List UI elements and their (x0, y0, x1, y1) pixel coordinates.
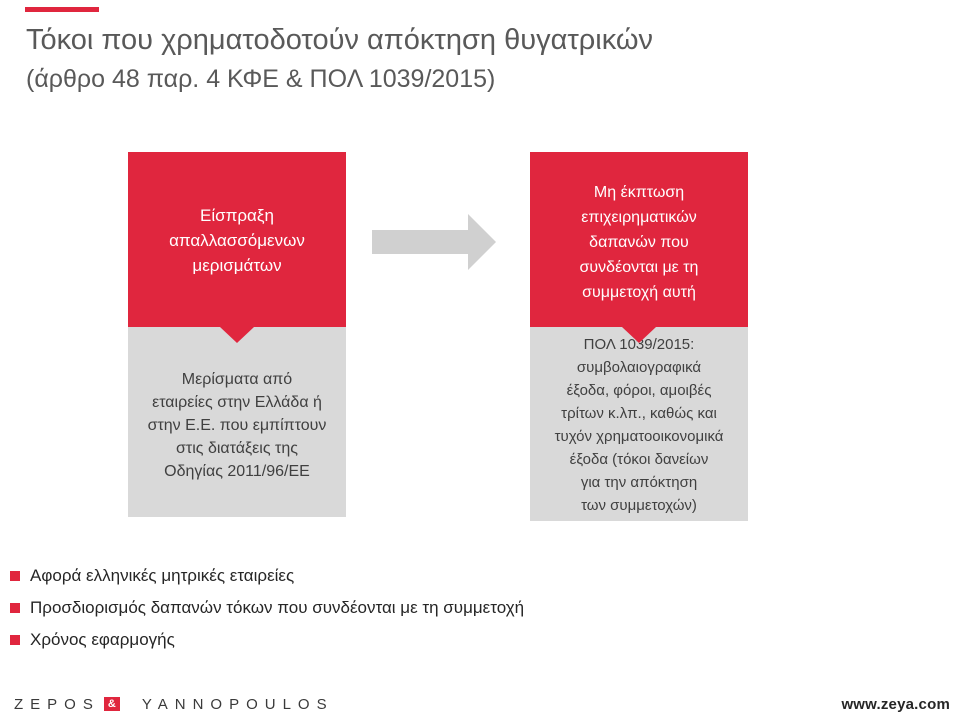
bullet-text: Χρόνος εφαρμογής (30, 630, 175, 649)
slide-title: Τόκοι που χρηματοδοτούν απόκτηση θυγατρικών (26, 24, 654, 56)
bullet-text: Αφορά ελληνικές μητρικές εταιρείες (30, 566, 295, 585)
bullet-square-icon (10, 571, 20, 581)
logo-ampersand: & (104, 697, 120, 711)
company-logo (14, 692, 334, 716)
bullet-item (10, 624, 524, 656)
left-top-box (128, 152, 346, 328)
right-arrow-icon (372, 212, 498, 272)
left-down-pointer (220, 327, 254, 343)
bullet-list (10, 560, 524, 656)
right-bottom-text: ΠΟΛ 1039/2015: συμβολαιογραφικά έξοδα, φόροι, αμοιβές τρίτων κ.λπ., καθώς και τυχόν χρηματοοικονομικά έξοδα (τόκοι δανείων για την απόκτηση των συμμετοχών) (554, 336, 724, 514)
bullet-square-icon (10, 603, 20, 613)
bullet-item (10, 560, 524, 592)
logo-left-text: ZEPOS (14, 695, 100, 713)
right-bottom-box (530, 327, 748, 521)
slide-subtitle: (άρθρο 48 παρ. 4 ΚΦΕ & ΠΟΛ 1039/2015) (26, 65, 496, 93)
bullet-text: Προσδιορισμός δαπανών τόκων που συνδέονται με τη συμμετοχή (30, 598, 525, 617)
logo-right-text: YANNOPOULOS (141, 695, 334, 713)
left-bottom-text: Μερίσματα από εταιρείες στην Ελλάδα ή στην Ε.Ε. που εμπίπτουν στις διατάξεις της Οδηγίας 2011/96/ΕΕ (147, 370, 327, 480)
bullet-item (10, 592, 524, 624)
title-accent-bar (25, 7, 99, 12)
right-top-box (530, 152, 748, 328)
bullet-square-icon (10, 635, 20, 645)
right-top-text: Μη έκπτωση επιχειρηματικών δαπανών που συνδέονται με τη συμμετοχή αυτή (579, 183, 699, 301)
left-top-text: Είσπραξη απαλλασσόμενων μερισμάτων (169, 205, 305, 275)
left-bottom-box (128, 327, 346, 517)
footer-url: www.zeya.com (841, 695, 950, 713)
right-down-pointer (622, 327, 656, 343)
